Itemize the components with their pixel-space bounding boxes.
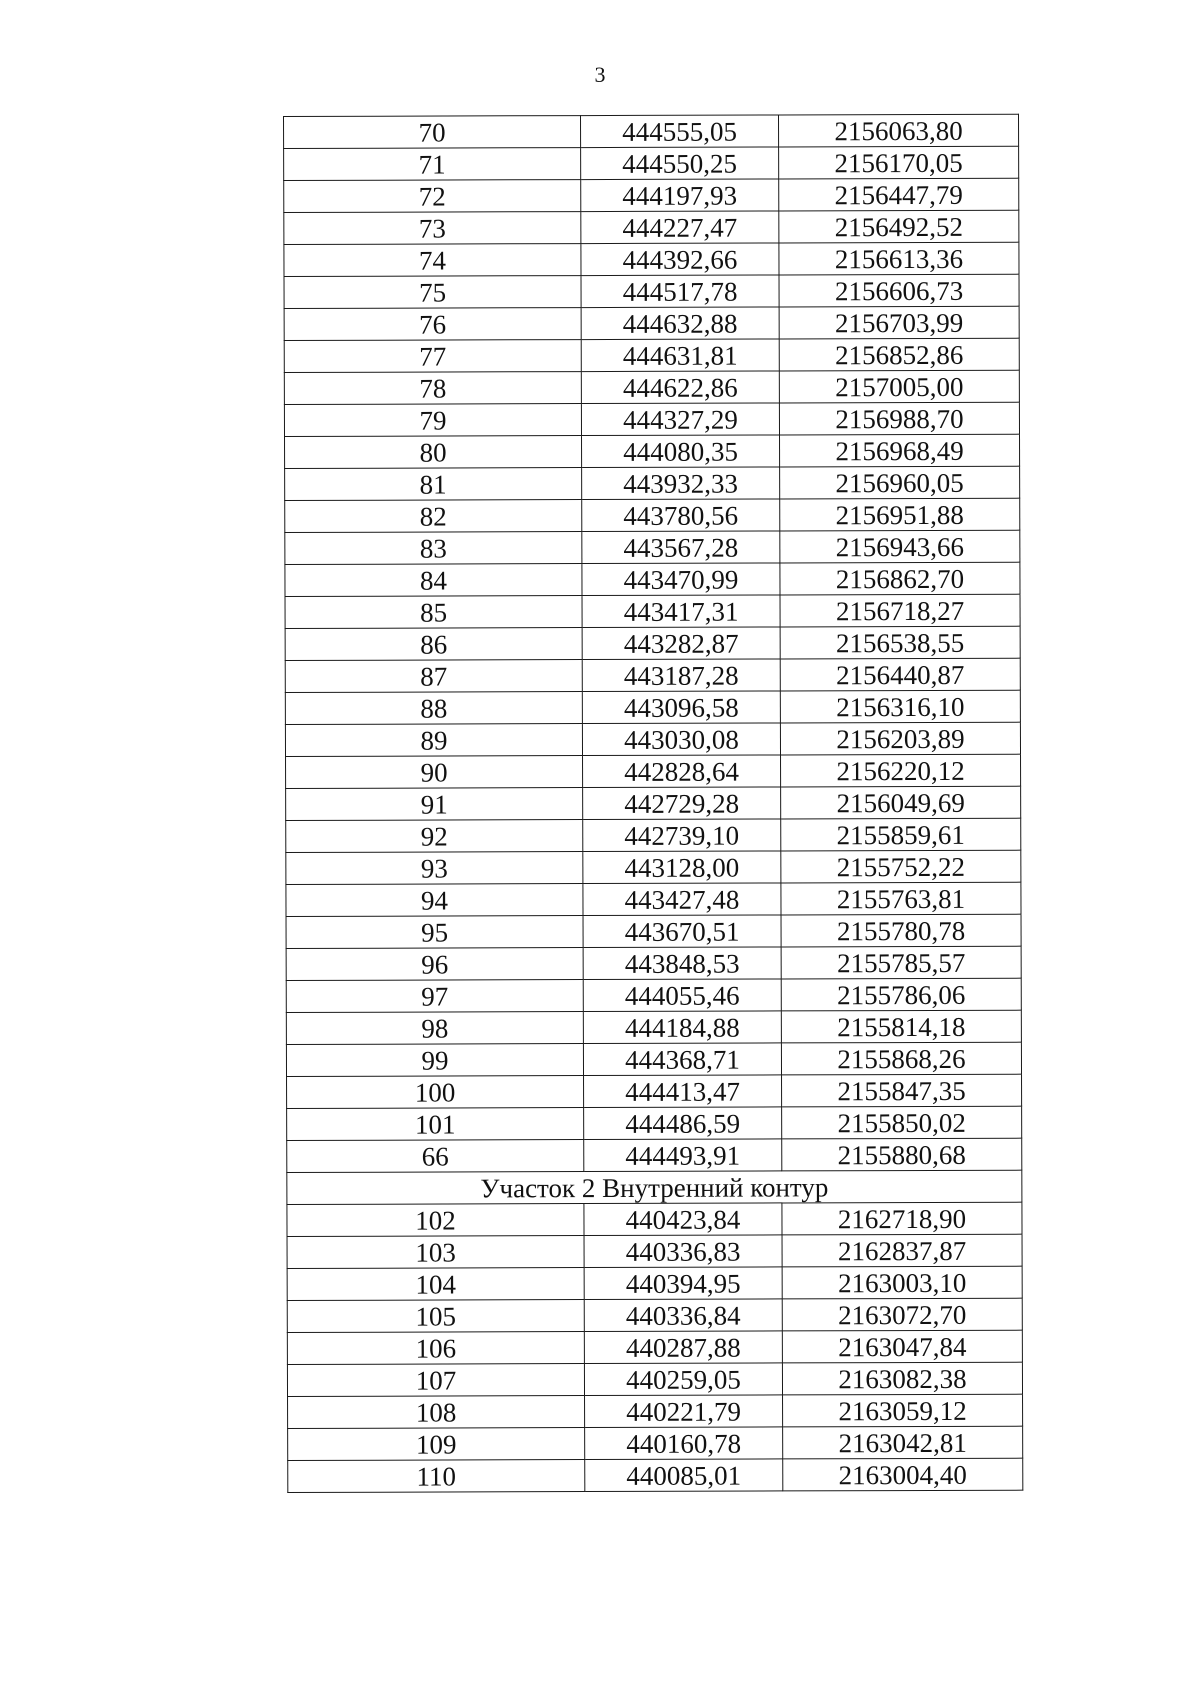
- table-row: [284, 274, 1019, 308]
- point-number-cell: 109: [288, 1428, 585, 1461]
- y-coordinate-cell: 2156968,49: [780, 434, 1020, 467]
- x-coordinate-cell: 444392,66: [581, 243, 779, 276]
- y-coordinate-cell: 2155880,68: [782, 1138, 1022, 1171]
- table-row: [288, 1426, 1023, 1460]
- y-coordinate-cell: 2155763,81: [781, 882, 1021, 915]
- point-number-cell: 74: [284, 244, 581, 277]
- x-coordinate-cell: 443030,08: [582, 723, 780, 756]
- y-coordinate-cell: 2156606,73: [779, 274, 1019, 307]
- y-coordinate-cell: 2155847,35: [782, 1074, 1022, 1107]
- y-coordinate-cell: 2156063,80: [778, 114, 1018, 147]
- point-number-cell: 75: [284, 276, 581, 309]
- y-coordinate-cell: 2156613,36: [779, 242, 1019, 275]
- x-coordinate-cell: 444493,91: [584, 1139, 782, 1172]
- table-row: [287, 1362, 1022, 1396]
- point-number-cell: 90: [286, 756, 583, 789]
- point-number-cell: 81: [285, 468, 582, 501]
- y-coordinate-cell: 2155786,06: [781, 978, 1021, 1011]
- table-row: [287, 1234, 1022, 1268]
- point-number-cell: 105: [287, 1300, 584, 1333]
- x-coordinate-cell: 443470,99: [582, 563, 780, 596]
- point-number-cell: 106: [287, 1332, 584, 1365]
- y-coordinate-cell: 2156862,70: [780, 562, 1020, 595]
- y-coordinate-cell: 2156316,10: [780, 690, 1020, 723]
- table-row: [284, 146, 1019, 180]
- y-coordinate-cell: 2156943,66: [780, 530, 1020, 563]
- x-coordinate-cell: 443417,31: [582, 595, 780, 628]
- point-number-cell: 82: [285, 500, 582, 533]
- table-row: [285, 530, 1020, 564]
- point-number-cell: 80: [285, 436, 582, 469]
- y-coordinate-cell: 2155868,26: [781, 1042, 1021, 1075]
- point-number-cell: 83: [285, 532, 582, 565]
- table-row: [284, 178, 1019, 212]
- table-row: [287, 1138, 1022, 1172]
- x-coordinate-cell: 440259,05: [584, 1363, 782, 1396]
- y-coordinate-cell: 2156203,89: [780, 722, 1020, 755]
- x-coordinate-cell: 443848,53: [583, 947, 781, 980]
- x-coordinate-cell: 440394,95: [584, 1267, 782, 1300]
- x-coordinate-cell: 443670,51: [583, 915, 781, 948]
- table-row: [286, 946, 1021, 980]
- y-coordinate-cell: 2156170,05: [779, 146, 1019, 179]
- x-coordinate-cell: 440423,84: [584, 1203, 782, 1236]
- point-number-cell: 73: [284, 212, 581, 245]
- table-row: [285, 658, 1020, 692]
- table-row: [285, 466, 1020, 500]
- x-coordinate-cell: 440336,84: [584, 1299, 782, 1332]
- point-number-cell: 71: [284, 148, 581, 181]
- table-row: [285, 562, 1020, 596]
- point-number-cell: 97: [286, 980, 583, 1013]
- x-coordinate-cell: 444227,47: [581, 211, 779, 244]
- table-row: [285, 498, 1020, 532]
- point-number-cell: 77: [284, 340, 581, 373]
- y-coordinate-cell: 2155859,61: [781, 818, 1021, 851]
- point-number-cell: 91: [286, 788, 583, 821]
- x-coordinate-cell: 442739,10: [583, 819, 781, 852]
- table-row: [287, 1266, 1022, 1300]
- section-title: Участок 2 Внутренний контур: [287, 1170, 1022, 1204]
- table-row: [286, 914, 1021, 948]
- point-number-cell: 78: [284, 372, 581, 405]
- x-coordinate-cell: 443427,48: [583, 883, 781, 916]
- point-number-cell: 85: [285, 596, 582, 629]
- point-number-cell: 98: [286, 1012, 583, 1045]
- y-coordinate-cell: 2155752,22: [781, 850, 1021, 883]
- table-row: [285, 434, 1020, 468]
- x-coordinate-cell: 444622,86: [581, 371, 779, 404]
- x-coordinate-cell: 444197,93: [581, 179, 779, 212]
- x-coordinate-cell: 440085,01: [585, 1459, 783, 1492]
- y-coordinate-cell: 2163047,84: [782, 1330, 1022, 1363]
- y-coordinate-cell: 2156220,12: [781, 754, 1021, 787]
- x-coordinate-cell: 444327,29: [581, 403, 779, 436]
- table-row: [287, 1202, 1022, 1236]
- section-row: [287, 1170, 1022, 1204]
- table-row: [284, 306, 1019, 340]
- y-coordinate-cell: 2162718,90: [782, 1202, 1022, 1235]
- point-number-cell: 70: [284, 116, 581, 149]
- x-coordinate-cell: 444080,35: [582, 435, 780, 468]
- x-coordinate-cell: 444550,25: [581, 147, 779, 180]
- point-number-cell: 94: [286, 884, 583, 917]
- y-coordinate-cell: 2156447,79: [779, 178, 1019, 211]
- y-coordinate-cell: 2163004,40: [783, 1458, 1023, 1491]
- table-row: [284, 402, 1019, 436]
- x-coordinate-cell: 440160,78: [585, 1427, 783, 1460]
- x-coordinate-cell: 440221,79: [585, 1395, 783, 1428]
- table-row: [287, 1330, 1022, 1364]
- page-number: 3: [594, 62, 606, 87]
- point-number-cell: 66: [287, 1140, 584, 1173]
- x-coordinate-cell: 443282,87: [582, 627, 780, 660]
- y-coordinate-cell: 2163082,38: [782, 1362, 1022, 1395]
- y-coordinate-cell: 2156538,55: [780, 626, 1020, 659]
- table-row: [286, 882, 1021, 916]
- table-body: [284, 114, 1023, 1492]
- table-row: [286, 978, 1021, 1012]
- point-number-cell: 96: [286, 948, 583, 981]
- y-coordinate-cell: 2163059,12: [783, 1394, 1023, 1427]
- y-coordinate-cell: 2156718,27: [780, 594, 1020, 627]
- x-coordinate-cell: 440287,88: [584, 1331, 782, 1364]
- x-coordinate-cell: 442729,28: [583, 787, 781, 820]
- point-number-cell: 84: [285, 564, 582, 597]
- y-coordinate-cell: 2163003,10: [782, 1266, 1022, 1299]
- y-coordinate-cell: 2155780,78: [781, 914, 1021, 947]
- table-row: [288, 1394, 1023, 1428]
- x-coordinate-cell: 444555,05: [581, 115, 779, 148]
- x-coordinate-cell: 443187,28: [582, 659, 780, 692]
- point-number-cell: 79: [284, 404, 581, 437]
- y-coordinate-cell: 2163072,70: [782, 1298, 1022, 1331]
- point-number-cell: 99: [286, 1044, 583, 1077]
- x-coordinate-cell: 443096,58: [582, 691, 780, 724]
- point-number-cell: 95: [286, 916, 583, 949]
- y-coordinate-cell: 2156049,69: [781, 786, 1021, 819]
- table-row: [284, 370, 1019, 404]
- table-row: [287, 1074, 1022, 1108]
- y-coordinate-cell: 2155814,18: [781, 1010, 1021, 1043]
- point-number-cell: 107: [287, 1364, 584, 1397]
- x-coordinate-cell: 444413,47: [584, 1075, 782, 1108]
- point-number-cell: 88: [285, 692, 582, 725]
- point-number-cell: 87: [285, 660, 582, 693]
- point-number-cell: 108: [288, 1396, 585, 1429]
- x-coordinate-cell: 443780,56: [582, 499, 780, 532]
- table-row: [287, 1298, 1022, 1332]
- table-row: [285, 722, 1020, 756]
- table-row: [286, 1010, 1021, 1044]
- point-number-cell: 76: [284, 308, 581, 341]
- point-number-cell: 89: [285, 724, 582, 757]
- y-coordinate-cell: 2156988,70: [779, 402, 1019, 435]
- table-row: [284, 242, 1019, 276]
- table-row: [284, 338, 1019, 372]
- point-number-cell: 110: [288, 1460, 585, 1493]
- table-row: [286, 850, 1021, 884]
- table-row: [285, 690, 1020, 724]
- point-number-cell: 104: [287, 1268, 584, 1301]
- x-coordinate-cell: 444368,71: [583, 1043, 781, 1076]
- table-row: [286, 818, 1021, 852]
- y-coordinate-cell: 2155785,57: [781, 946, 1021, 979]
- x-coordinate-cell: 444184,88: [583, 1011, 781, 1044]
- point-number-cell: 86: [285, 628, 582, 661]
- x-coordinate-cell: 443567,28: [582, 531, 780, 564]
- point-number-cell: 101: [287, 1108, 584, 1141]
- x-coordinate-cell: 442828,64: [583, 755, 781, 788]
- point-number-cell: 72: [284, 180, 581, 213]
- table-row: [288, 1458, 1023, 1492]
- y-coordinate-cell: 2163042,81: [783, 1426, 1023, 1459]
- table-row: [285, 594, 1020, 628]
- y-coordinate-cell: 2162837,87: [782, 1234, 1022, 1267]
- x-coordinate-cell: 444631,81: [581, 339, 779, 372]
- point-number-cell: 93: [286, 852, 583, 885]
- x-coordinate-cell: 444632,88: [581, 307, 779, 340]
- y-coordinate-cell: 2156852,86: [779, 338, 1019, 371]
- point-number-cell: 100: [287, 1076, 584, 1109]
- table-row: [286, 1042, 1021, 1076]
- x-coordinate-cell: 444486,59: [584, 1107, 782, 1140]
- y-coordinate-cell: 2155850,02: [782, 1106, 1022, 1139]
- point-number-cell: 102: [287, 1204, 584, 1237]
- table-row: [286, 786, 1021, 820]
- table-row: [284, 210, 1019, 244]
- table-row: [285, 626, 1020, 660]
- coordinates-table: [283, 114, 1023, 1493]
- y-coordinate-cell: 2157005,00: [779, 370, 1019, 403]
- point-number-cell: 103: [287, 1236, 584, 1269]
- x-coordinate-cell: 440336,83: [584, 1235, 782, 1268]
- y-coordinate-cell: 2156703,99: [779, 306, 1019, 339]
- y-coordinate-cell: 2156440,87: [780, 658, 1020, 691]
- point-number-cell: 92: [286, 820, 583, 853]
- table-row: [284, 114, 1019, 148]
- table-row: [286, 754, 1021, 788]
- y-coordinate-cell: 2156492,52: [779, 210, 1019, 243]
- y-coordinate-cell: 2156960,05: [780, 466, 1020, 499]
- table-row: [287, 1106, 1022, 1140]
- x-coordinate-cell: 443128,00: [583, 851, 781, 884]
- y-coordinate-cell: 2156951,88: [780, 498, 1020, 531]
- x-coordinate-cell: 444517,78: [581, 275, 779, 308]
- x-coordinate-cell: 444055,46: [583, 979, 781, 1012]
- x-coordinate-cell: 443932,33: [582, 467, 780, 500]
